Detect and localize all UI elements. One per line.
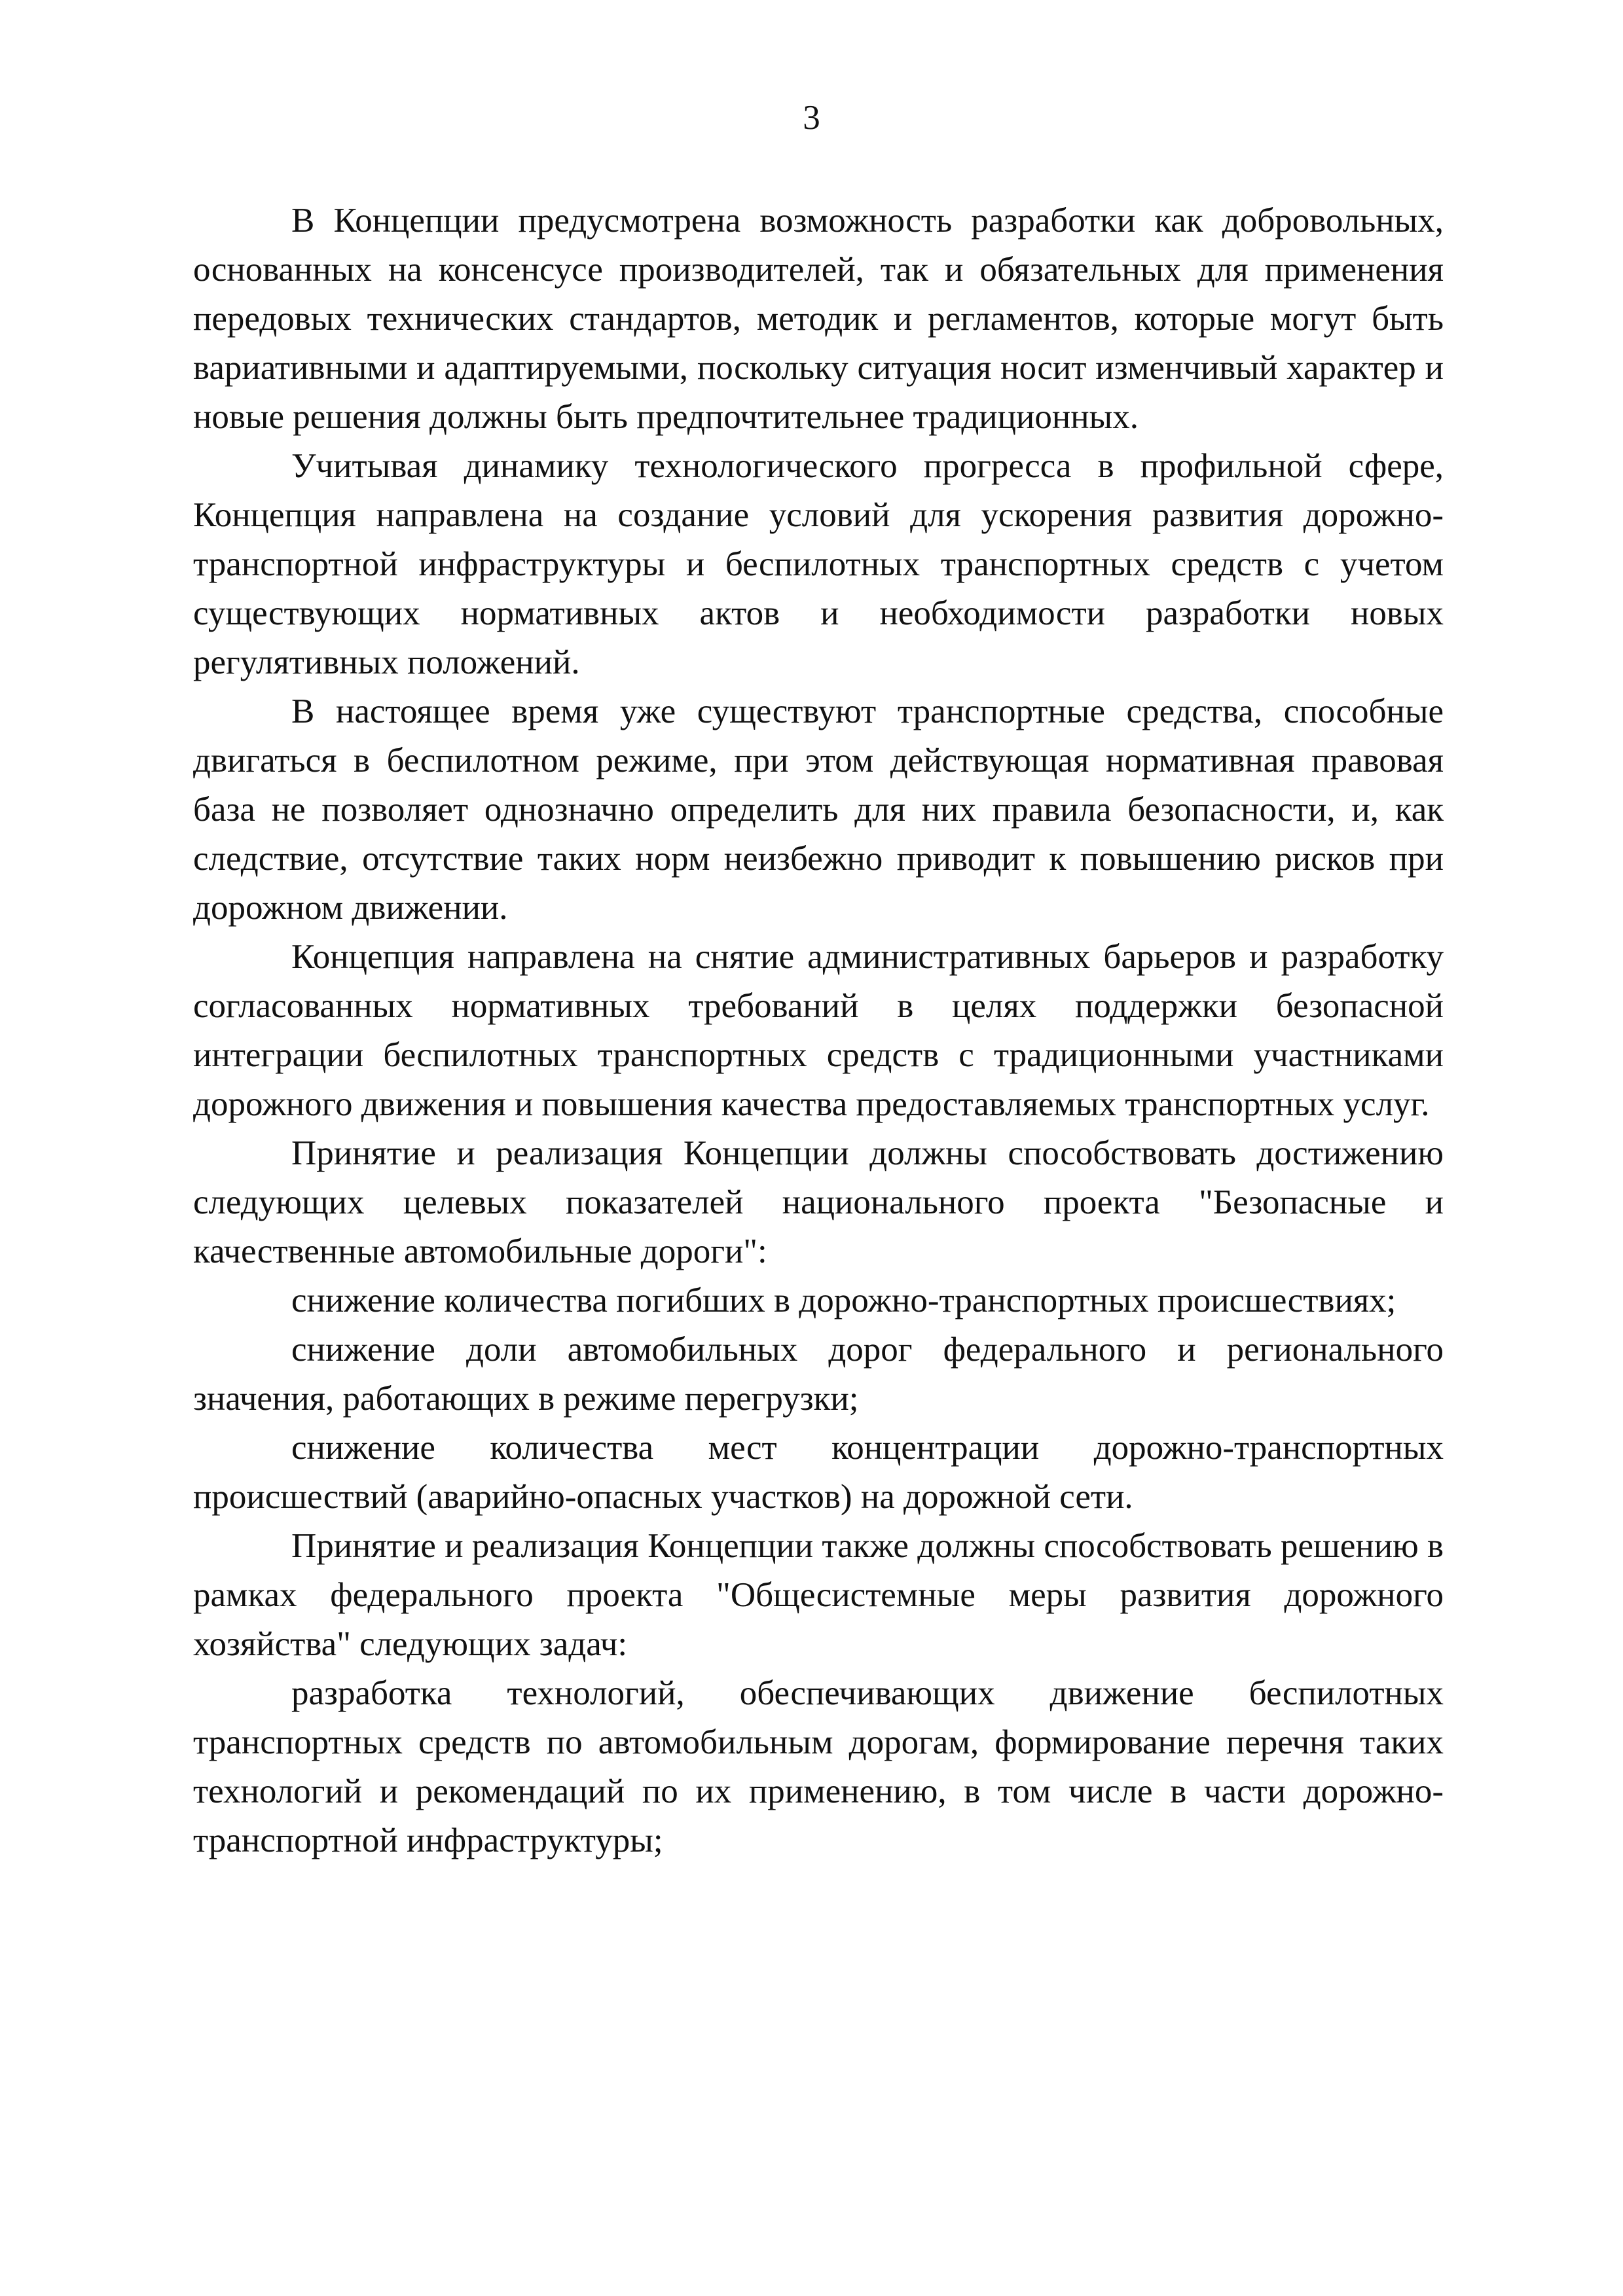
document-body <box>193 196 1444 1865</box>
paragraph-national-project: Принятие и реализация Концепции должны способствовать достижению следующих целевых показателей национального проекта "Безопасные и качественные автомобильные дороги": <box>193 1134 1444 1270</box>
list-item-road-overload: снижение доли автомобильных дорог федерального и регионального значения, работающих в режиме перегрузки; <box>193 1331 1444 1418</box>
paragraph-current-vehicles: В настоящее время уже существуют транспортные средства, способные двигаться в беспилотном режиме, при этом действующая нормативная правовая база не позволяет однозначно определить для них правила безопасности, и, как следствие, отсутствие таких норм неизбежно приводит к повышению рисков при дорожном движении. <box>193 692 1444 927</box>
paragraph-concept-standards: В Концепции предусмотрена возможность разработки как добровольных, основанных на консенсусе производителей, так и обязательных для применения передовых технических стандартов, методик и регламентов, которые могут быть вариативными и адаптируемыми, поскольку ситуация носит изменчивый характер и новые решения должны быть предпочтительнее традиционных. <box>193 202 1444 436</box>
paragraph-barriers: Концепция направлена на снятие административных барьеров и разработку согласованных нормативных требований в целях поддержки безопасной интеграции беспилотных транспортных средств с традиционными участниками дорожного движения и повышения качества предоставляемых транспортных услуг. <box>193 938 1444 1123</box>
list-item-accident-sites: снижение количества мест концентрации дорожно-транспортных происшествий (аварийно-опасных участков) на дорожной сети. <box>193 1429 1444 1516</box>
paragraph-federal-project: Принятие и реализация Концепции также должны способствовать решению в рамках федерального проекта "Общесистемные меры развития дорожного хозяйства" следующих задач: <box>193 1527 1444 1663</box>
list-item-tech-development: разработка технологий, обеспечивающих движение беспилотных транспортных средств по автомобильным дорогам, формирование перечня таких технологий и рекомендаций по их применению, в том числе в части дорожно-транспортной инфраструктуры; <box>193 1674 1444 1859</box>
page-number: 3 <box>803 99 820 137</box>
paragraph-tech-progress: Учитывая динамику технологического прогресса в профильной сфере, Концепция направлена на создание условий для ускорения развития дорожно-транспортной инфраструктуры и беспилотных транспортных средств с учетом существующих нормативных актов и необходимости разработки новых регулятивных положений. <box>193 447 1444 681</box>
list-item-fatalities: снижение количества погибших в дорожно-транспортных происшествиях; <box>291 1282 1396 1319</box>
